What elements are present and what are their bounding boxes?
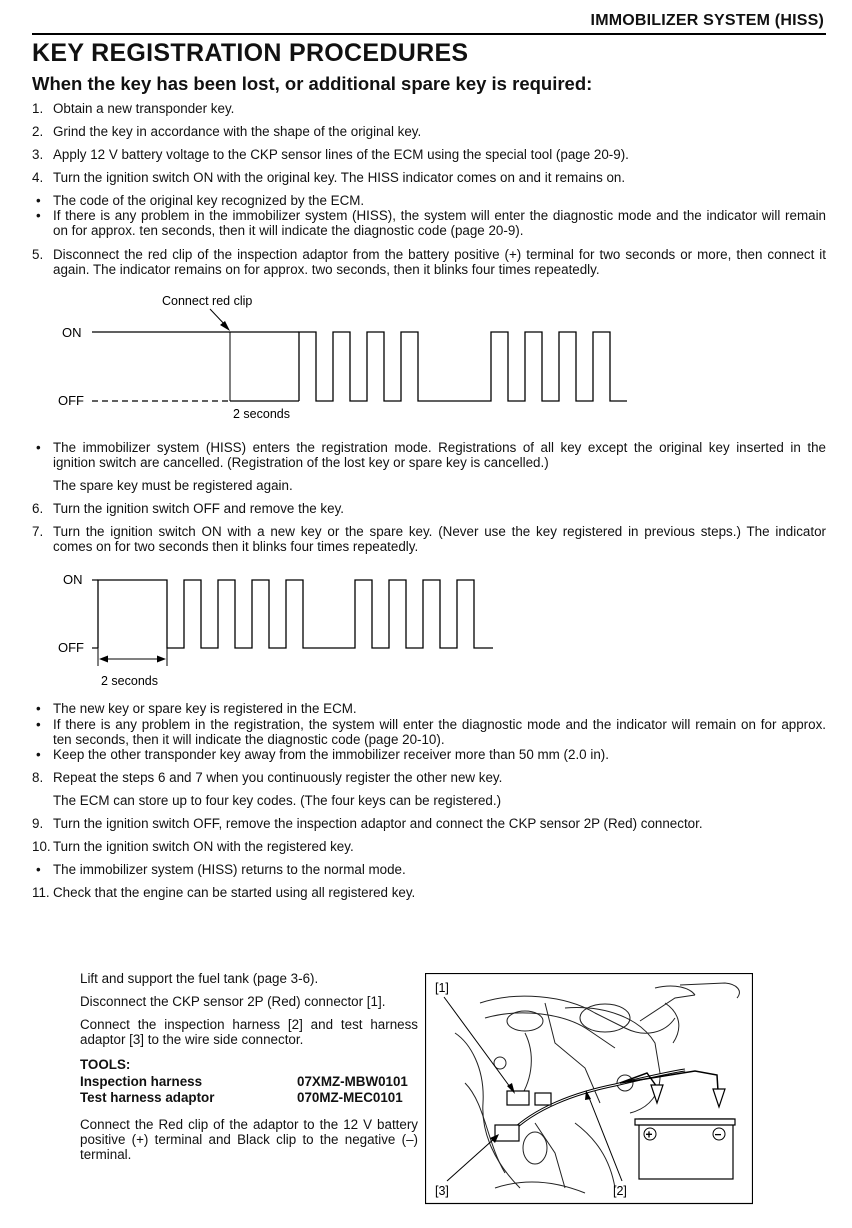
off-label: OFF: [58, 640, 84, 655]
bullet: •: [36, 717, 41, 732]
callout-label-1: [1]: [435, 981, 449, 995]
blink-waveform: [299, 332, 627, 401]
step-number: 7.: [32, 524, 44, 539]
tool-code: 07XMZ-MBW0101: [297, 1074, 408, 1089]
bullet: •: [36, 862, 41, 877]
tool-name: Test harness adaptor: [80, 1090, 215, 1105]
step-text: Turn the ignition switch OFF and remove the key.: [53, 501, 344, 516]
indicator-timing-diagram-1: [0, 288, 852, 428]
step-text: Disconnect the red clip of the inspection adaptor from the battery positive (+) terminal for two seconds or more, then connect it: [53, 247, 826, 262]
adaptor-connector: [535, 1093, 551, 1105]
on-label: ON: [62, 325, 82, 340]
prep-text: adaptor [3] to the wire side connector.: [80, 1032, 304, 1047]
note-text: The new key or spare key is registered in the ECM.: [53, 701, 357, 716]
note-text: ten seconds, then it will indicate the diagnostic code (page 20-10).: [53, 732, 445, 747]
note-text: ignition switch are cancelled. (Registration of the lost key or spare key is cancelled.): [53, 455, 549, 470]
tools-row: [80, 1090, 420, 1105]
step-text: comes on for two seconds then it blinks four times repeatedly.: [53, 539, 419, 554]
duration-label: 2 seconds: [101, 674, 158, 688]
step-number: 10.: [32, 839, 51, 854]
step-text: Turn the ignition switch ON with the registered key.: [53, 839, 354, 854]
step-text: Turn the ignition switch ON with a new key or the spare key. (Never use the key registered in previous steps.) The indicator: [53, 524, 826, 539]
step-number: 11.: [32, 885, 50, 900]
step-text: Apply 12 V battery voltage to the CKP sensor lines of the ECM using the special tool (page 20-9).: [53, 147, 629, 162]
step-number: 4.: [32, 170, 44, 185]
bullet: •: [36, 208, 41, 223]
tools-heading: TOOLS:: [80, 1057, 131, 1072]
callout-label-2: [2]: [613, 1184, 627, 1198]
page-subtitle: When the key has been lost, or additional spare key is required:: [32, 73, 593, 94]
bullet: •: [36, 193, 41, 208]
tools-row: [80, 1074, 420, 1089]
step-number: 9.: [32, 816, 44, 831]
prep-text: Connect the inspection harness [2] and test harness: [80, 1017, 418, 1032]
step-number: 6.: [32, 501, 44, 516]
prep-text: positive (+) terminal and Black clip to the negative (–): [80, 1132, 418, 1147]
step-number: 2.: [32, 124, 44, 139]
dim-arrow-right: [157, 656, 166, 663]
bullet: •: [36, 440, 41, 455]
blink-waveform: [98, 580, 493, 648]
header-rule: [32, 33, 826, 35]
bullet: •: [36, 747, 41, 762]
step-text: Obtain a new transponder key.: [53, 101, 235, 116]
minus-sign: −: [714, 1127, 722, 1142]
note-text: The immobilizer system (HISS) enters the registration mode. Registrations of all key except the original key inserted in the: [53, 440, 826, 455]
step-number: 1.: [32, 101, 44, 116]
dim-arrow-left: [99, 656, 108, 663]
bullet: •: [36, 701, 41, 716]
note-text: If there is any problem in the immobilizer system (HISS), the system will enter the diagnostic mode and the indicator will remain: [53, 208, 826, 223]
step-text: The ECM can store up to four key codes. (The four keys can be registered.): [53, 793, 502, 808]
prep-paragraph-3: [80, 1017, 418, 1047]
battery-top: [635, 1119, 735, 1125]
step-text: Repeat the steps 6 and 7 when you continuously register the other new key.: [53, 770, 503, 785]
note-text: Keep the other transponder key away from the immobilizer receiver more than 50 mm (2.0 in).: [53, 747, 609, 762]
prep-paragraph-4: [80, 1117, 418, 1162]
prep-text: terminal.: [80, 1147, 132, 1162]
step-number: 3.: [32, 147, 44, 162]
indicator-timing-diagram-2: [0, 566, 852, 696]
note-text: The spare key must be registered again.: [53, 478, 293, 493]
off-label: OFF: [58, 393, 84, 408]
note-text: on for approx. ten seconds, then it will indicate the diagnostic code (page 20-9).: [53, 223, 524, 238]
step-text: again. The indicator remains on for approx. two seconds, then it blinks four times repeatedly.: [53, 262, 600, 277]
note-text: The code of the original key recognized by the ECM.: [53, 193, 365, 208]
page-title: KEY REGISTRATION PROCEDURES: [32, 39, 469, 67]
plus-sign: +: [645, 1127, 653, 1142]
test-harness-adaptor: [495, 1125, 519, 1141]
step-number: 8.: [32, 770, 44, 785]
callout-label-3: [3]: [435, 1184, 449, 1198]
step-text: Turn the ignition switch OFF, remove the inspection adaptor and connect the CKP sensor 2P (Red) connector.: [53, 816, 703, 831]
step-text: Check that the engine can be started using all registered key.: [53, 885, 416, 900]
callout-connect-red-clip: Connect red clip: [162, 294, 253, 308]
ckp-connector: [507, 1091, 529, 1105]
prep-paragraph-1: Lift and support the fuel tank (page 3-6).: [80, 971, 319, 986]
section-header: IMMOBILIZER SYSTEM (HISS): [590, 12, 824, 29]
note-text: The immobilizer system (HISS) returns to the normal mode.: [53, 862, 406, 877]
duration-label: 2 seconds: [233, 407, 290, 421]
tool-name: Inspection harness: [80, 1074, 203, 1089]
connection-illustration: [425, 973, 753, 1205]
prep-paragraph-2: Disconnect the CKP sensor 2P (Red) connector [1].: [80, 994, 386, 1009]
tool-code: 070MZ-MEC0101: [297, 1090, 403, 1105]
on-label: ON: [63, 572, 83, 587]
callout-arrow: [220, 321, 230, 331]
prep-text: Connect the Red clip of the adaptor to the 12 V battery: [80, 1117, 418, 1132]
step-text: Turn the ignition switch ON with the original key. The HISS indicator comes on and it remains on.: [53, 170, 626, 185]
step-number: 5.: [32, 247, 44, 262]
note-text: If there is any problem in the registration, the system will enter the diagnostic mode and the indicator will remain on for approx.: [53, 717, 826, 732]
step-text: Grind the key in accordance with the shape of the original key.: [53, 124, 422, 139]
